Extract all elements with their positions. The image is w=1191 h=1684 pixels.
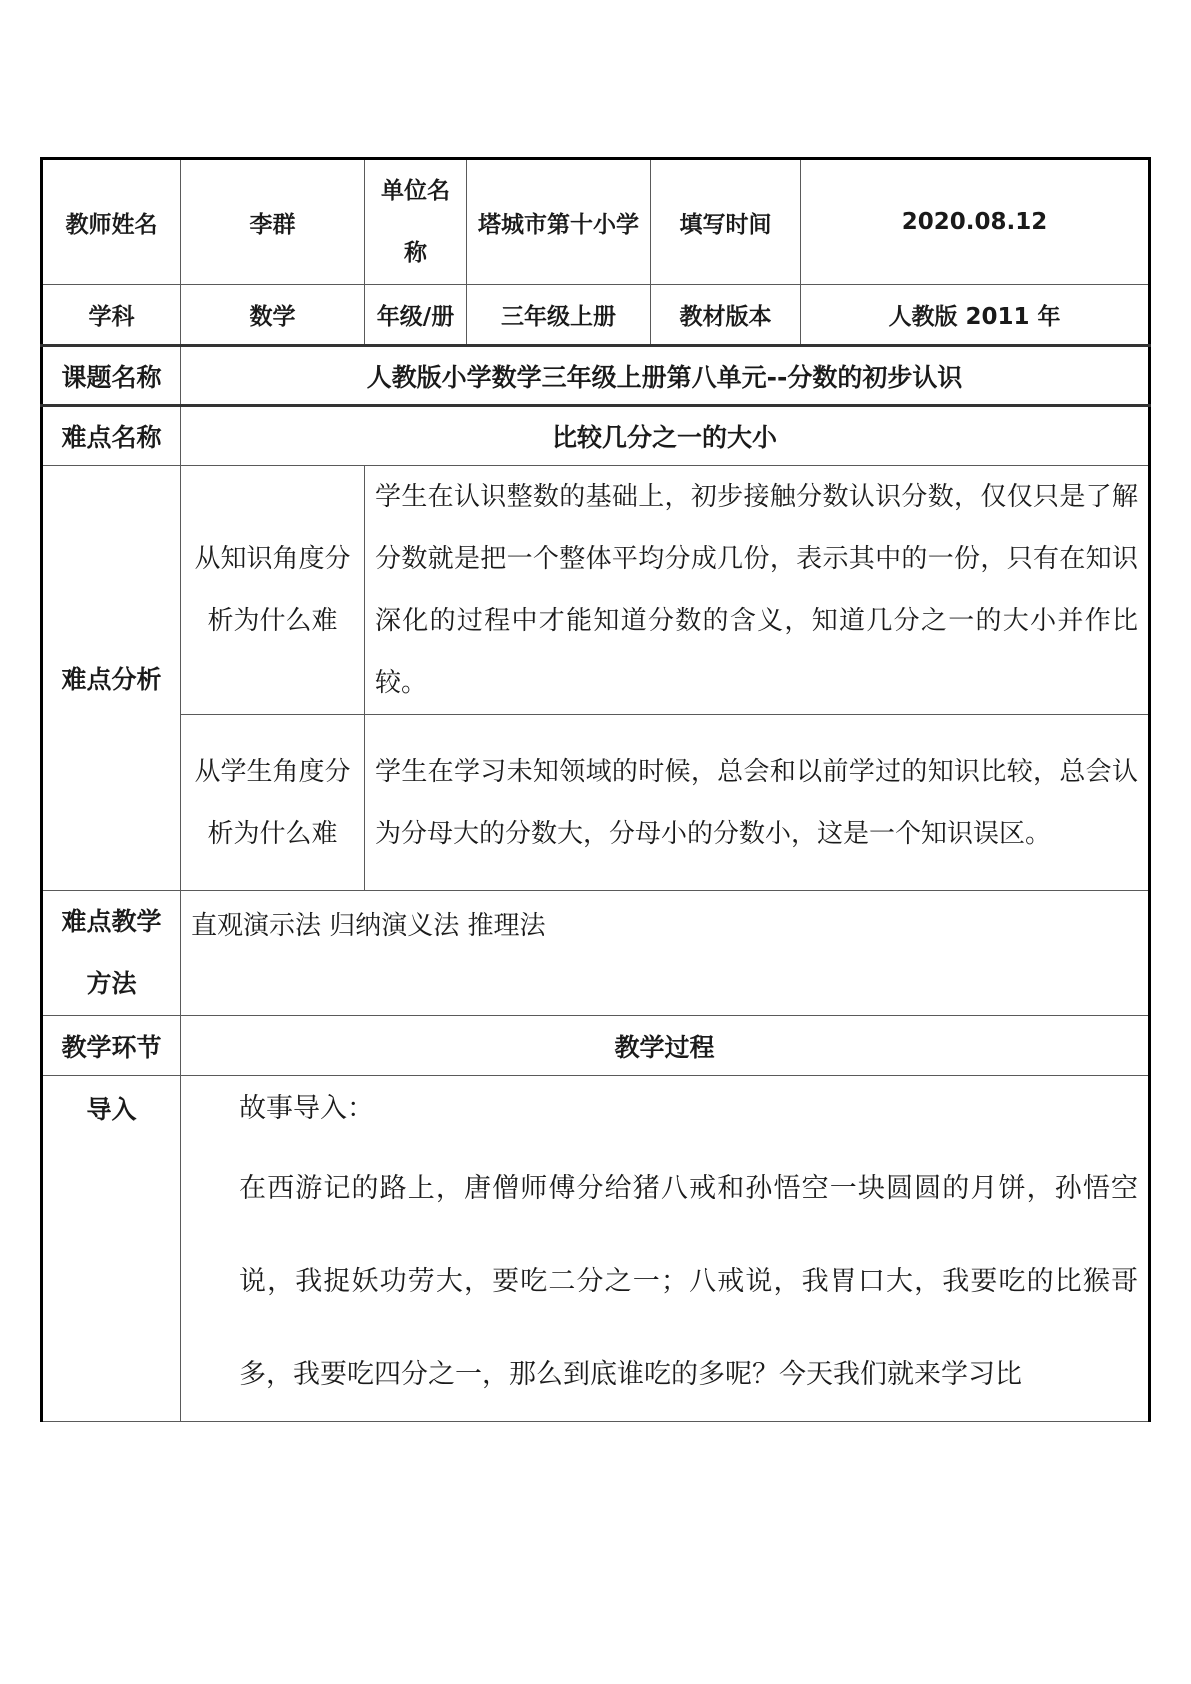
analysis-student-row bbox=[42, 715, 1150, 891]
topic-row bbox=[42, 346, 1150, 406]
method-row bbox=[42, 891, 1150, 1016]
lesson-plan-table bbox=[40, 157, 1151, 1422]
intro-title: 故事导入： bbox=[239, 1093, 374, 1124]
unit-name-value: 塔城市第十小学 bbox=[467, 159, 651, 285]
unit-name-label: 单位名称 bbox=[365, 159, 467, 285]
intro-content bbox=[181, 1076, 1150, 1422]
teacher-name-value: 李群 bbox=[181, 159, 365, 285]
analysis-label: 难点分析 bbox=[42, 466, 181, 891]
teacher-name-label: 教师姓名 bbox=[42, 159, 181, 285]
knowledge-angle-text: 学生在认识整数的基础上，初步接触分数认识分数，仅仅只是了解分数就是把一个整体平均分成几份，表示其中的一份，只有在知识深化的过程中才能知道分数的含义，知道几分之一的大小并作比较。 bbox=[365, 466, 1150, 715]
intro-label: 导入 bbox=[42, 1076, 181, 1422]
analysis-knowledge-row bbox=[42, 466, 1150, 715]
stage-label: 教学环节 bbox=[42, 1016, 181, 1076]
edition-label: 教材版本 bbox=[651, 285, 801, 346]
info-row-2 bbox=[42, 285, 1150, 346]
process-label: 教学过程 bbox=[181, 1016, 1150, 1076]
grade-label: 年级/册 bbox=[365, 285, 467, 346]
fill-date-label: 填写时间 bbox=[651, 159, 801, 285]
subject-value: 数学 bbox=[181, 285, 365, 346]
intro-story: 在西游记的路上，唐僧师傅分给猪八戒和孙悟空一块圆圆的月饼，孙悟空说，我捉妖功劳大，要吃二分之一；八戒说，我胃口大，我要吃的比猴哥多，我要吃四分之一，那么到底谁吃的多呢？今天我们就来学习比 bbox=[239, 1173, 1138, 1390]
intro-row bbox=[42, 1076, 1150, 1422]
info-row-1 bbox=[42, 159, 1150, 285]
difficulty-value: 比较几分之一的大小 bbox=[181, 406, 1150, 466]
method-value: 直观演示法 归纳演义法 推理法 bbox=[181, 891, 1150, 1016]
knowledge-angle-label: 从知识角度分析为什么难 bbox=[181, 466, 365, 715]
process-header-row bbox=[42, 1016, 1150, 1076]
difficulty-label: 难点名称 bbox=[42, 406, 181, 466]
topic-value: 人教版小学数学三年级上册第八单元--分数的初步认识 bbox=[181, 346, 1150, 406]
student-angle-label: 从学生角度分析为什么难 bbox=[181, 715, 365, 891]
topic-label: 课题名称 bbox=[42, 346, 181, 406]
student-angle-text: 学生在学习未知领域的时候，总会和以前学过的知识比较，总会认为分母大的分数大，分母小的分数小，这是一个知识误区。 bbox=[365, 715, 1150, 891]
grade-value: 三年级上册 bbox=[467, 285, 651, 346]
fill-date-value: 2020.08.12 bbox=[801, 159, 1150, 285]
method-label: 难点教学方法 bbox=[42, 891, 181, 1016]
difficulty-row bbox=[42, 406, 1150, 466]
subject-label: 学科 bbox=[42, 285, 181, 346]
edition-value: 人教版 2011 年 bbox=[801, 285, 1150, 346]
